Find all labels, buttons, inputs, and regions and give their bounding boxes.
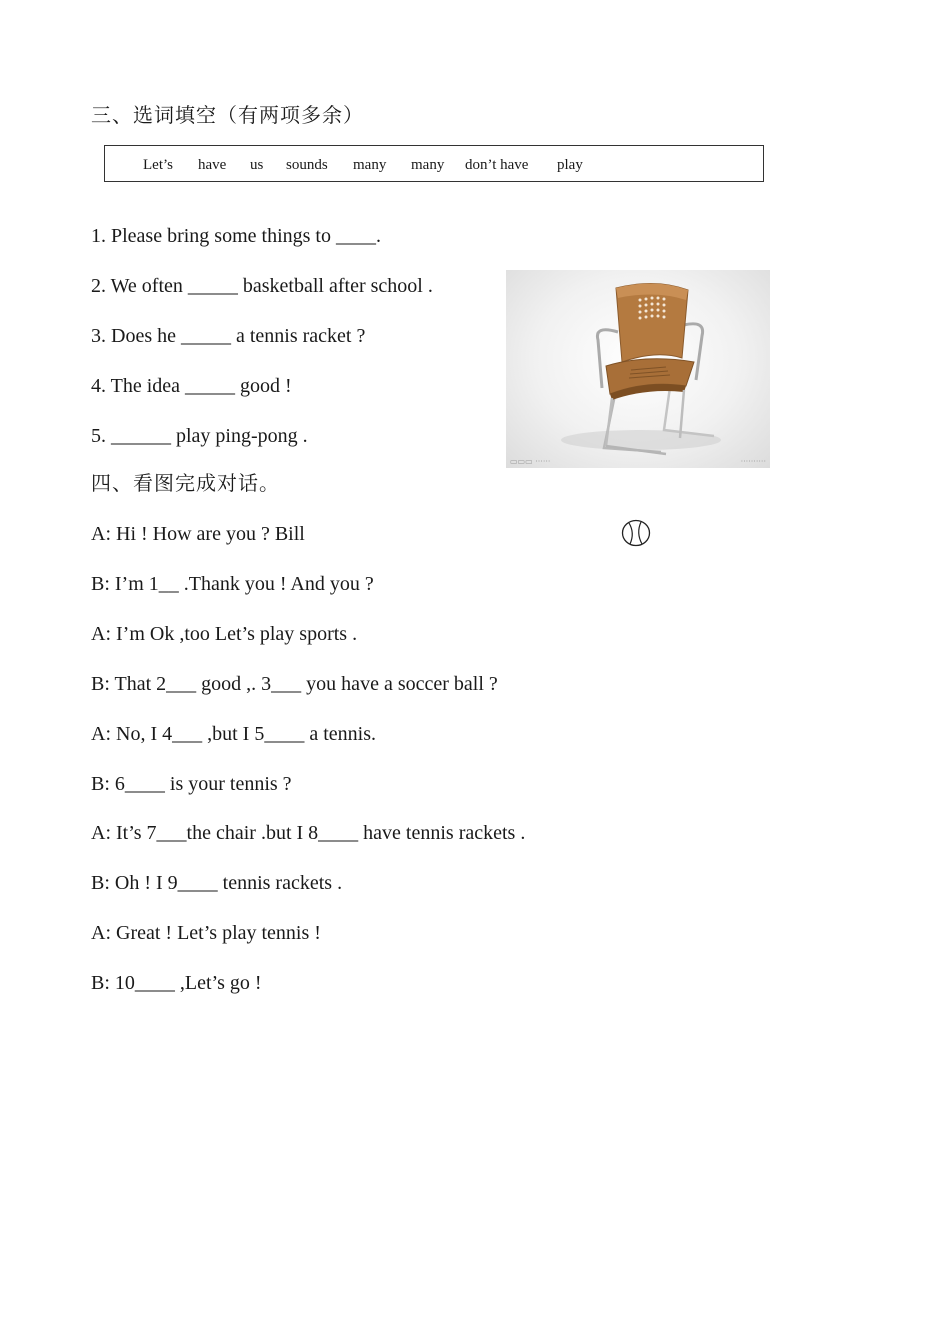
word-bank-item: many xyxy=(411,157,445,173)
word-bank-item: many xyxy=(353,157,387,173)
tennis-ball-icon xyxy=(620,518,652,548)
photo-watermark-left-icon: ▭▭▭ ······ xyxy=(510,457,551,466)
dialogue-line-10: B: 10____ ,Let’s go ! xyxy=(91,972,262,994)
word-bank-item: don’t have xyxy=(465,157,529,173)
photo-watermark-right-icon: ·········· xyxy=(740,457,766,466)
dialogue-line-2: B: I’m 1__ .Thank you ! And you ? xyxy=(91,573,374,595)
fill-question-2: 2. We often _____ basketball after school . xyxy=(91,275,433,297)
dialogue-line-7: A: It’s 7___the chair .but I 8____ have tennis rackets . xyxy=(91,822,526,844)
dialogue-line-9: A: Great ! Let’s play tennis ! xyxy=(91,922,321,944)
chair-photo xyxy=(506,270,770,468)
dialogue-line-6: B: 6____ is your tennis ? xyxy=(91,773,292,795)
dialogue-line-4: B: That 2___ good ,. 3___ you have a soccer ball ? xyxy=(91,673,498,695)
section3-heading: 三、选词填空（有两项多余） xyxy=(91,105,364,127)
section4-heading: 四、看图完成对话。 xyxy=(91,473,280,495)
word-bank-item: have xyxy=(198,157,227,173)
word-bank xyxy=(104,145,764,182)
dialogue-line-1: A: Hi ! How are you ? Bill xyxy=(91,523,305,545)
fill-question-1: 1. Please bring some things to ____. xyxy=(91,225,381,247)
word-bank-item: Let’s xyxy=(143,157,173,173)
word-bank-item: play xyxy=(557,157,583,173)
dialogue-line-3: A: I’m Ok ,too Let’s play sports . xyxy=(91,623,358,645)
fill-question-4: 4. The idea _____ good ! xyxy=(91,375,292,397)
dialogue-line-5: A: No, I 4___ ,but I 5____ a tennis. xyxy=(91,723,376,745)
fill-question-5: 5. ______ play ping-pong . xyxy=(91,425,308,447)
dialogue-line-8: B: Oh ! I 9____ tennis rackets . xyxy=(91,872,343,894)
word-bank-item: us xyxy=(250,157,264,173)
word-bank-item: sounds xyxy=(286,157,328,173)
fill-question-3: 3. Does he _____ a tennis racket ? xyxy=(91,325,366,347)
